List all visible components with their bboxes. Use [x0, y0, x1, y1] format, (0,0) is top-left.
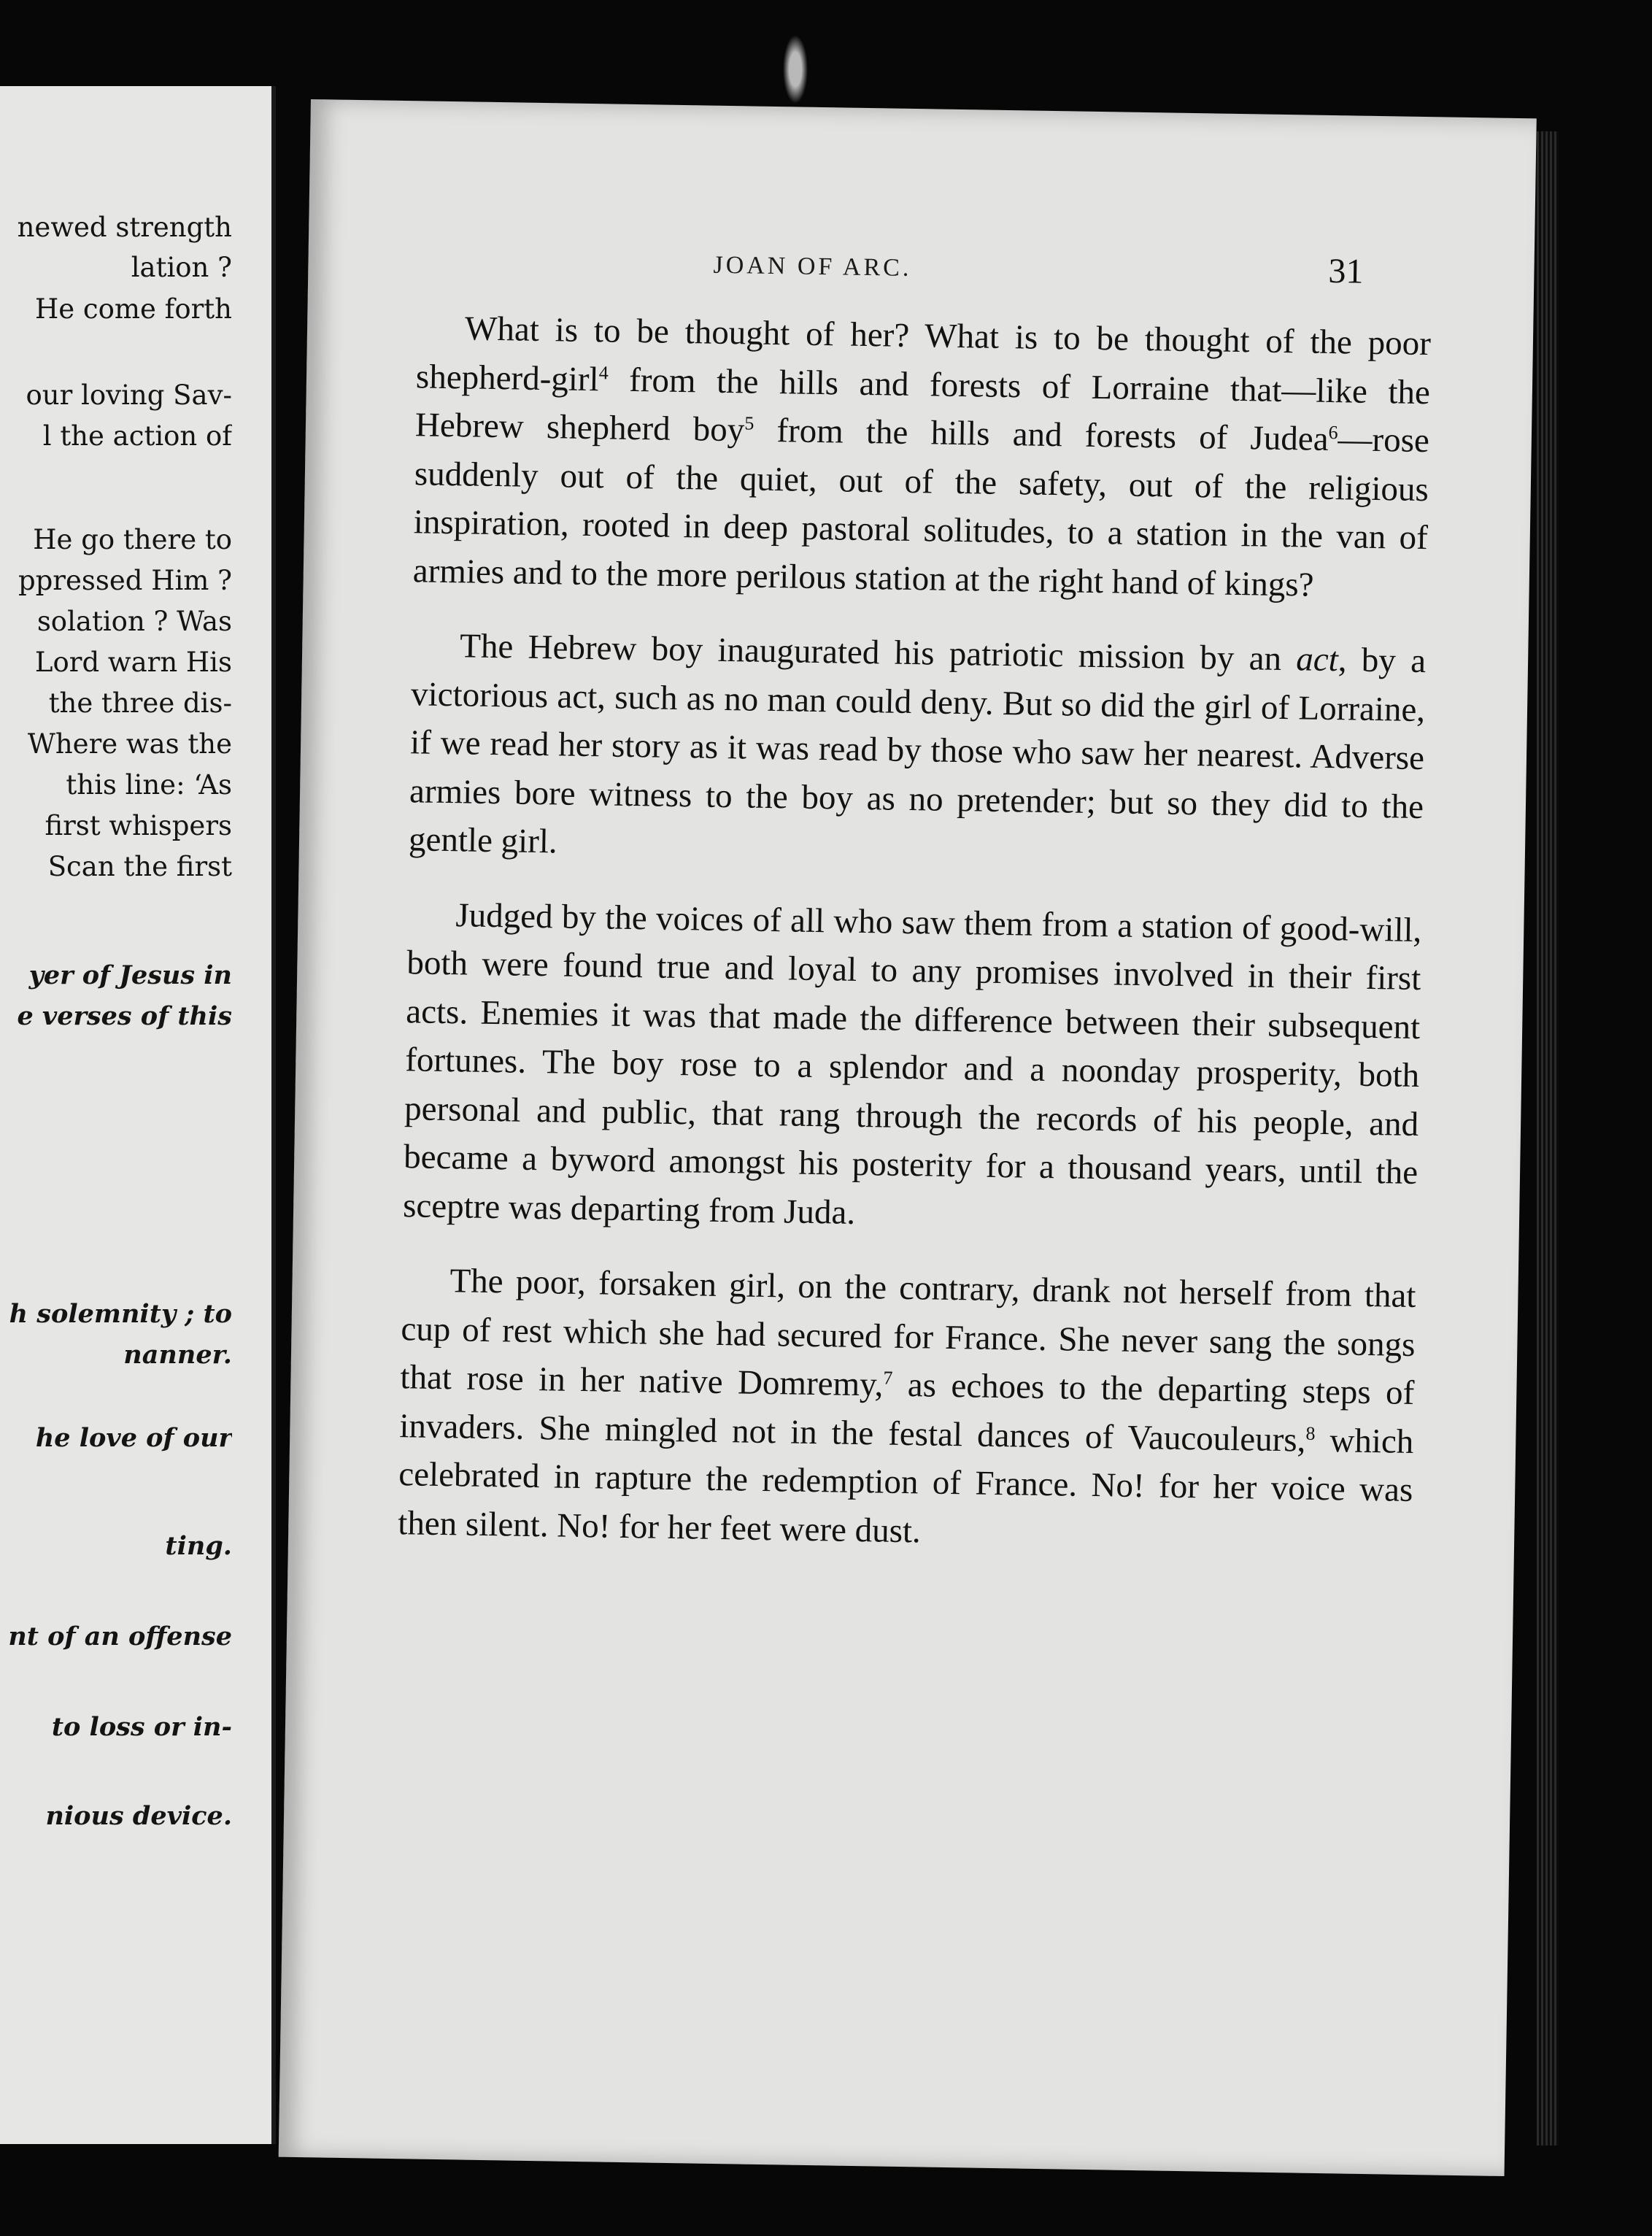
text-segment: Judged by the voices of all who saw them from a station of good-will, both were found true and loyal to any promises involved in their first acts. Enemies it was that made the difference between their subsequent fortunes. The boy rose to a splendor and a noonday prosperity, both personal and public, that rang through the records of his people, and became a byword amongst his posterity for a thousand years, until the sceptre was departing from Juda. [402, 895, 1422, 1232]
right-page [279, 99, 1537, 2176]
text-segment: which celebrated in rapture the redemption of France. No! for her voice was then silent. No! for her feet were dust. [397, 1421, 1414, 1550]
left-page [0, 86, 276, 2144]
paragraph [398, 1256, 1416, 1563]
paragraph [412, 304, 1431, 611]
left-page-line: yer of Jesus in [28, 960, 232, 990]
left-page-line: lation ? [131, 252, 232, 283]
left-page-line: to loss or in- [51, 1712, 232, 1742]
text-segment: —rose suddenly out of the quiet, out of the safety, out of the religious inspiration, rooted in deep pastoral solitudes, to a station in the van of armies and to the more perilous station at the right hand of kings? [412, 420, 1430, 604]
page-edge [1537, 131, 1559, 2146]
left-page-line: nanner. [123, 1340, 232, 1370]
footnote-marker: 5 [744, 412, 754, 434]
text-segment: The Hebrew boy inaugurated his patriotic mission by an [459, 627, 1297, 679]
left-page-line: nt of an offense [8, 1622, 232, 1651]
left-page-line: solation ? Was [36, 606, 232, 637]
text-segment: act [1295, 640, 1339, 679]
paragraph [409, 621, 1427, 879]
paragraph [403, 890, 1422, 1246]
footnote-marker: 7 [883, 1367, 893, 1389]
left-page-line: this line: ‘As [66, 769, 232, 801]
scan-artifact [781, 29, 810, 109]
left-page-line: He come forth [34, 293, 232, 325]
text-segment: as echoes to the departing steps of invaders. She mingled not in the festal dances of Vaucouleurs, [399, 1365, 1415, 1460]
left-page-line: Where was the [27, 728, 232, 760]
left-page-line: nious device. [45, 1801, 232, 1831]
left-page-line: He go there to [33, 524, 232, 555]
left-page-line: ppressed Him ? [18, 565, 232, 596]
left-page-line: l the action of [42, 420, 232, 452]
running-head: JOAN OF ARC. [713, 251, 912, 282]
left-page-line: newed strength [17, 212, 232, 243]
text-segment: , by a victorious act, such as no man could deny. But so did the girl of Lorraine, if we read her story as it was read by those who saw her nearest. Adverse armies bore witness to the boy as no pretender; but so they did to the gentle girl. [408, 641, 1427, 861]
left-page-line: ting. [165, 1531, 232, 1561]
left-page-line: first whispers [45, 810, 232, 841]
left-page-line: Scan the first [47, 851, 232, 882]
footnote-marker: 8 [1305, 1422, 1316, 1444]
text-segment: from the hills and forests of Lorraine that—like the Hebrew shepherd boy [414, 360, 1431, 450]
text-segment: What is to be thought of her? What is to be thought of the poor shepherd-girl [415, 309, 1432, 398]
left-page-line: h solemnity ; to [9, 1299, 232, 1329]
footnote-marker: 6 [1328, 421, 1338, 444]
text-segment: The poor, forsaken girl, on the contrary, drank not herself from that cup of rest which she had secured for France. She never sang the songs that rose in her native Domremy, [400, 1262, 1416, 1404]
left-page-line: the three dis- [48, 687, 232, 719]
body-text [397, 304, 1431, 1589]
text-segment: from the hills and forests of Judea [753, 411, 1329, 458]
page-number: 31 [1328, 251, 1364, 291]
left-page-line: he love of our [35, 1423, 232, 1453]
left-page-line: e verses of this [17, 1001, 232, 1031]
left-page-line: our loving Sav- [26, 379, 232, 411]
footnote-marker: 4 [598, 361, 609, 383]
left-page-line: Lord warn His [34, 647, 232, 678]
